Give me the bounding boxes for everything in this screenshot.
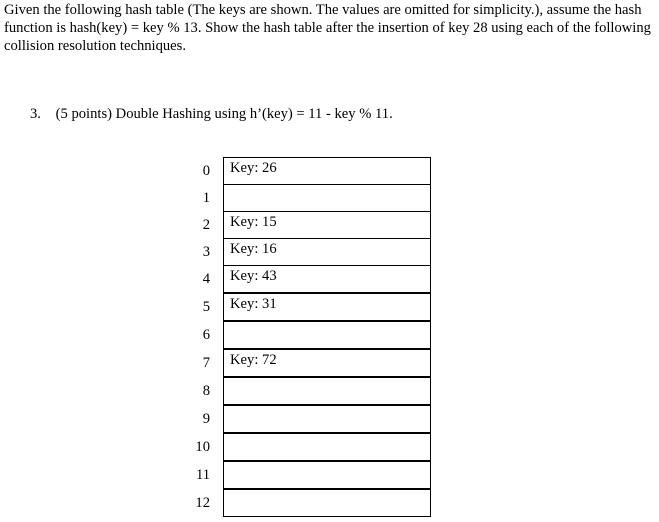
row-cell: Key: 15	[223, 211, 431, 239]
row-cell	[223, 433, 431, 461]
row-cell: Key: 26	[223, 157, 431, 185]
row-cell: Key: 72	[223, 349, 431, 377]
row-index: 1	[202, 190, 210, 206]
row-cell: Key: 16	[223, 238, 431, 266]
row-index: 9	[202, 411, 210, 427]
row-cell	[223, 405, 431, 433]
row-cell: Key: 43	[223, 265, 431, 293]
row-cell	[223, 184, 431, 212]
row-index: 4	[202, 271, 210, 287]
question-number: 3.	[30, 106, 41, 122]
question-heading	[30, 105, 393, 123]
row-index: 0	[202, 163, 210, 179]
row-index: 10	[195, 439, 210, 455]
row-cell	[223, 321, 431, 349]
row-index: 3	[202, 244, 210, 260]
row-cell	[223, 461, 431, 489]
row-cell: Key: 31	[223, 293, 431, 321]
row-index: 8	[202, 383, 210, 399]
row-index: 7	[202, 355, 210, 371]
row-cell	[223, 489, 431, 517]
intro-paragraph: Given the following hash table (The keys are shown. The values are omitted for simplicity.), assume the hash function is hash(key) = key % 13. Show the hash table after the insertion of key 28 using each of the following collision resolution techniques.	[4, 2, 651, 55]
row-cell	[223, 377, 431, 405]
row-index: 6	[202, 327, 210, 343]
row-index: 12	[195, 495, 210, 511]
row-index: 11	[195, 467, 210, 483]
row-index: 5	[202, 299, 210, 315]
question-text: (5 points) Double Hashing using h’(key) = 11 - key % 11.	[55, 106, 393, 122]
row-index: 2	[202, 217, 210, 233]
